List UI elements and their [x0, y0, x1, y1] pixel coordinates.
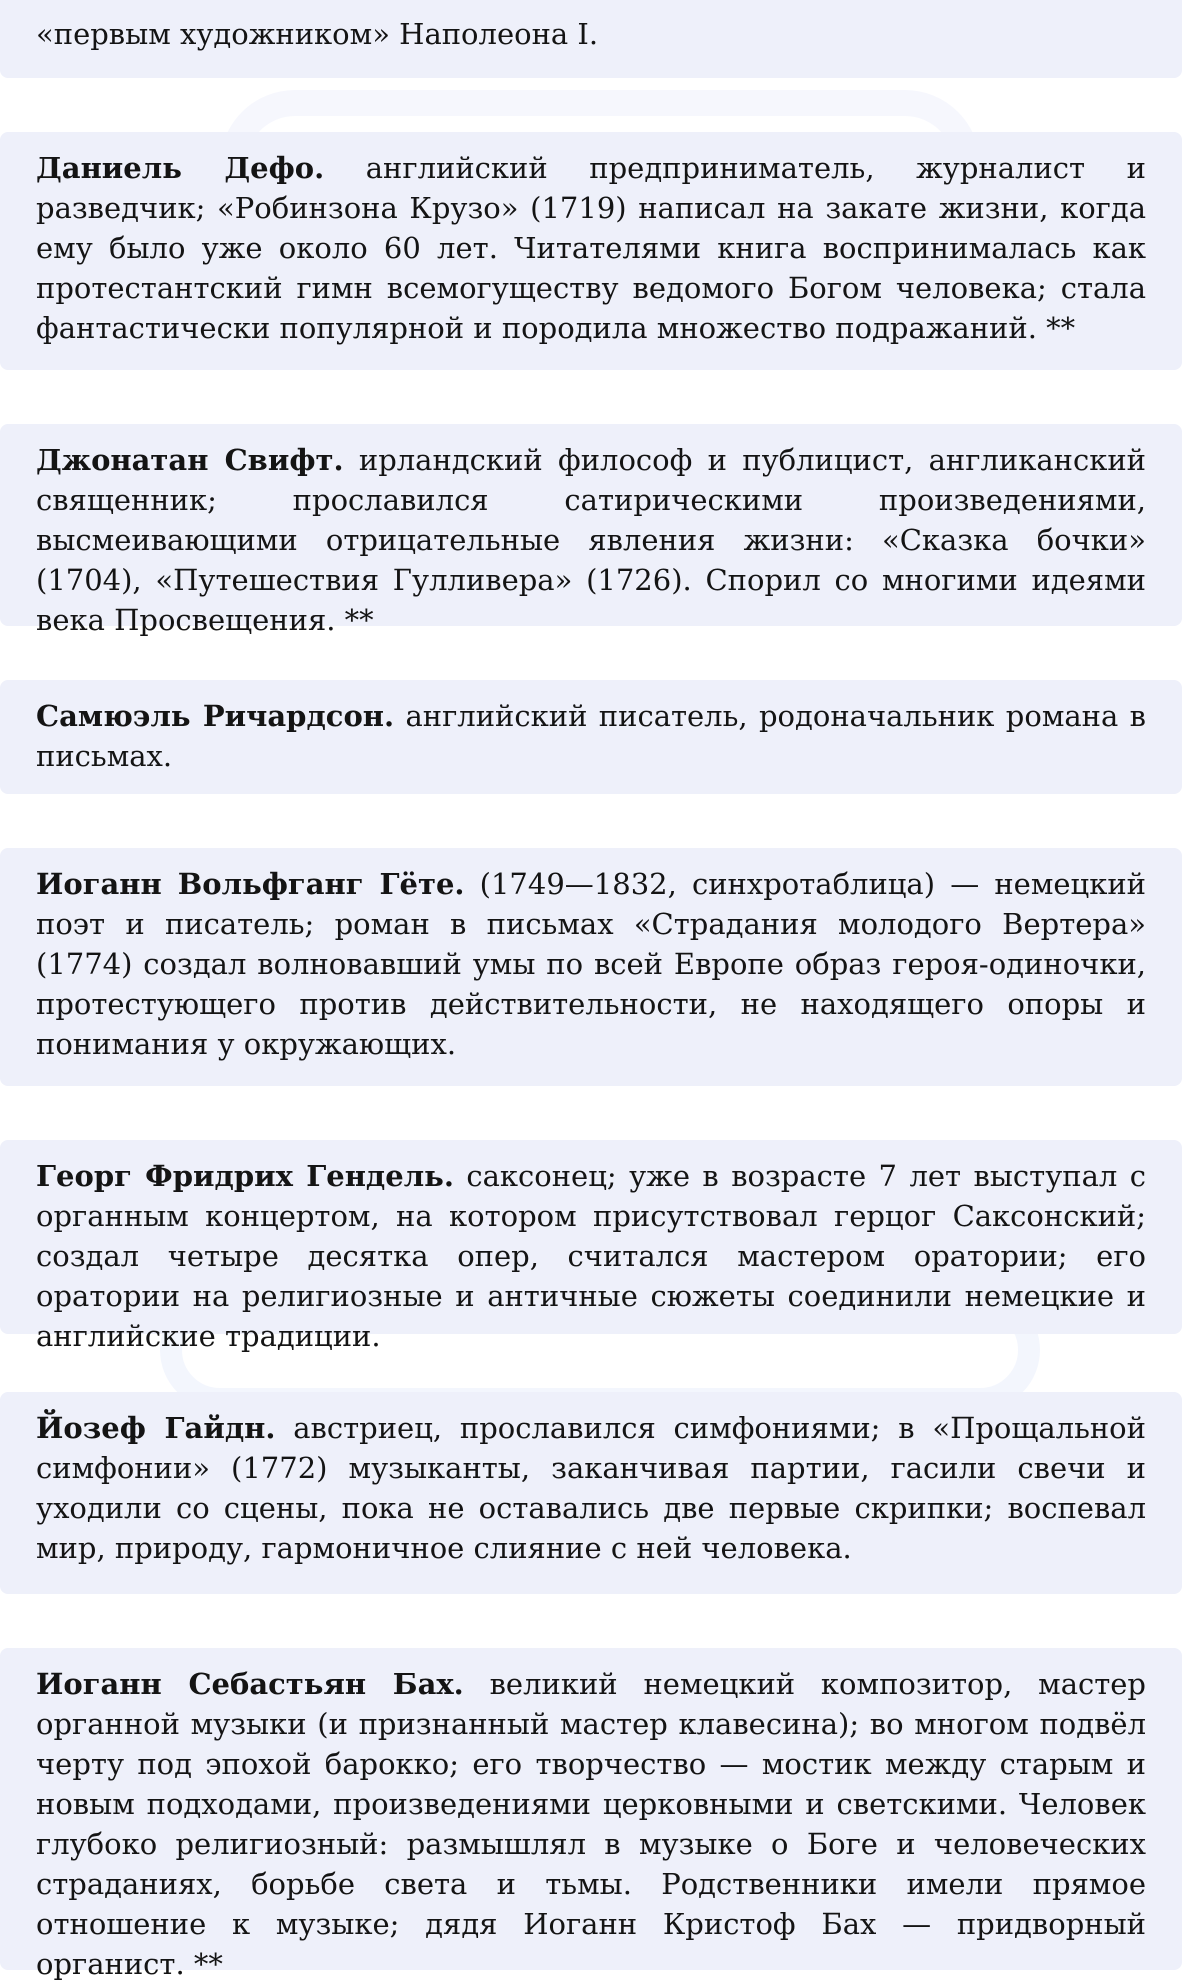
entry-name: Иоганн Вольфганг Гёте. — [36, 867, 465, 901]
entry-text: ирландский философ и публицист, англиканский священник; прославился сатирическими произведениями, высмеивающими отрицательные явления жизни: «Сказка бочки» (1704), «Путешествия Гулливера» (1726). Спорил со многими идеями века Просвещения. ** — [36, 443, 1146, 637]
entry-card — [0, 1648, 1182, 1981]
entry-card — [0, 680, 1182, 794]
entry-name: Йозеф Гайдн. — [36, 1411, 276, 1445]
entry-name: Самюэль Ричардсон. — [36, 699, 395, 733]
entry-text: великий немецкий композитор, мастер органной музыки (и признанный мастер клавесина); во многом подвёл черту под эпохой барокко; его творчество — мостик между старым и новым подходами, произведениями церковными и светскими. Человек глубоко религиозный: размышлял в музыке о Боге и человеческих страданиях, борьбе света и тьмы. Родственники имели прямое отношение к музыке; дядя Иоганн Кристоф Бах — придворный органист. ** — [36, 1667, 1146, 1981]
entry-text: английский писатель, родоначальник романа в письмах. — [36, 699, 1146, 773]
entry-text: английский предприниматель, журналист и разведчик; «Робинзона Крузо» (1719) написал на закате жизни, когда ему было уже около 60 лет. Читателями книга воспринималась как протестантский гимн всемогуществу ведомого Богом человека; стала фантастически популярной и породила множество подражаний. ** — [36, 151, 1146, 345]
entry-card — [0, 1392, 1182, 1594]
entry-card — [0, 1140, 1182, 1353]
entry-name: Иоганн Себастьян Бах. — [36, 1667, 464, 1701]
entry-text: (1749—1832, синхротаблица) — немецкий поэт и писатель; роман в письмах «Страдания молодого Вертера» (1774) создал волновавший умы по всей Европе образ героя-одиночки, протестующего против действительности, не находящего опоры и понимания у окружающих. — [36, 867, 1146, 1061]
entry-text: «первым художником» Наполеона I. — [36, 17, 599, 51]
entry-name: Джонатан Свифт. — [36, 443, 344, 477]
entry-name: Даниель Дефо. — [36, 151, 325, 185]
entry-card — [0, 132, 1182, 370]
entry-name: Георг Фридрих Гендель. — [36, 1159, 454, 1193]
entry-text: саксонец; уже в возрасте 7 лет выступал с органным концертом, на котором присутствовал герцог Саксонский; создал четыре десятка опер, считался мастером оратории; его оратории на религиозные и античные сюжеты соединили немецкие и английские традиции. — [36, 1159, 1146, 1353]
entry-text: австриец, прославился симфониями; в «Прощальной симфонии» (1772) музыканты, заканчивая партии, гасили свечи и уходили со сцены, пока не оставались две первые скрипки; воспевал мир, природу, гармоничное слияние с ней человека. — [36, 1411, 1146, 1565]
entry-card — [0, 424, 1182, 637]
entry-card — [0, 848, 1182, 1086]
entry-card — [0, 0, 1182, 78]
